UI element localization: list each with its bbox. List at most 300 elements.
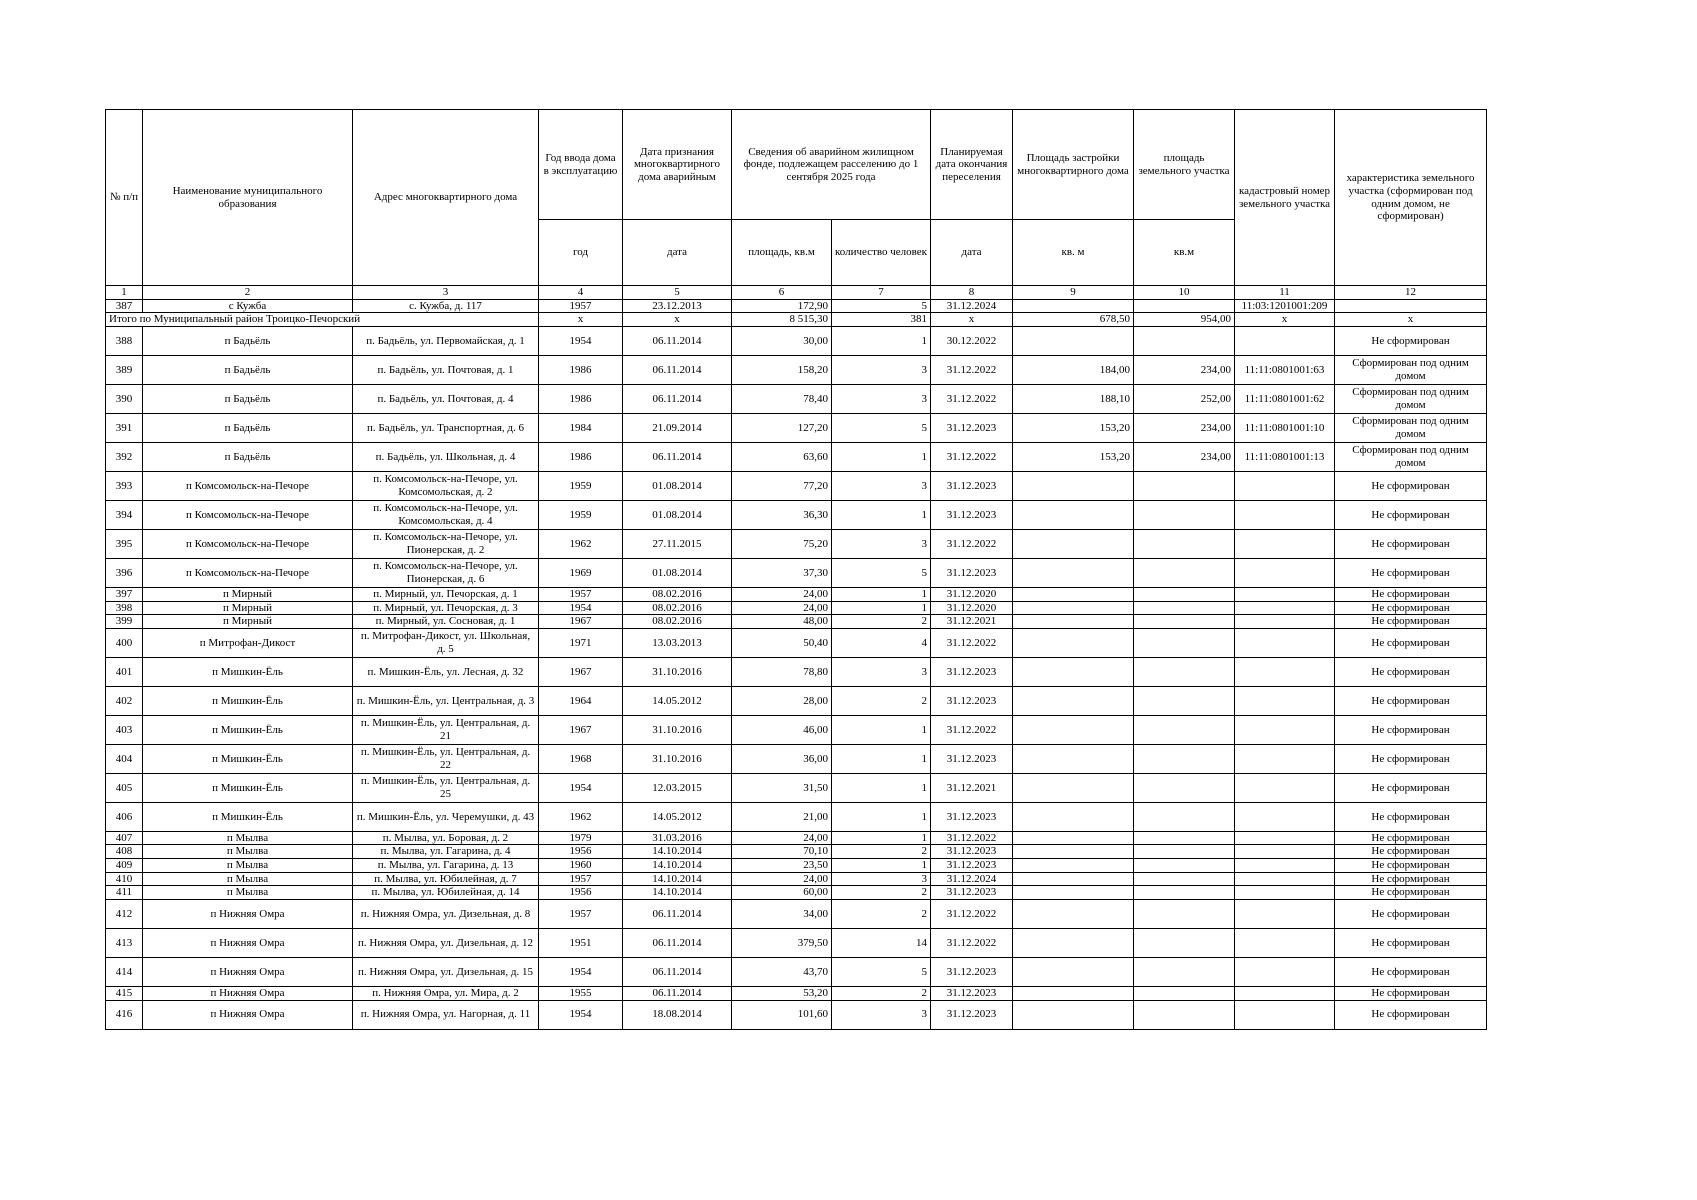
cell-plan-date: 31.12.2023 [931,886,1013,900]
cell-date: 06.11.2014 [623,326,732,355]
cell-address: п. Бадьёль, ул. Транспортная, д. 6 [353,413,539,442]
table-row [106,773,1487,802]
cell-area: 63,60 [732,442,832,471]
cell-cadastral [1235,773,1335,802]
cell-municipality: п Мирный [143,615,353,629]
cell-date: 18.08.2014 [623,1000,732,1029]
cell-land-area [1134,958,1235,987]
cell-cadastral [1235,1000,1335,1029]
cell-year: 1956 [539,845,623,859]
cell-num: 391 [106,413,143,442]
cell-num: 411 [106,886,143,900]
cell-plan-date: 31.12.2023 [931,1000,1013,1029]
header-year-commission: Год ввода дома в эксплуатацию [539,110,623,220]
cell-date: 08.02.2016 [623,587,732,601]
cell-land-char: Не сформирован [1335,744,1487,773]
cell-num: 414 [106,958,143,987]
cell-plan-date: 31.12.2022 [931,384,1013,413]
cell-building-area [1013,773,1134,802]
column-number: 1 [106,286,143,300]
table-row [106,1000,1487,1029]
cell-plan-date: 31.12.2023 [931,859,1013,873]
cell-cadastral [1235,958,1335,987]
cell-land-char: Сформирован под одним домом [1335,442,1487,471]
cell-address: п. Мирный, ул. Сосновая, д. 1 [353,615,539,629]
total-building-area: 678,50 [1013,313,1134,327]
table-row [106,326,1487,355]
cell-building-area [1013,715,1134,744]
cell-land-area [1134,715,1235,744]
cell-plan-date: 31.12.2020 [931,601,1013,615]
cell-area: 53,20 [732,987,832,1001]
cell-municipality: п Мишкин-Ёль [143,715,353,744]
total-row [106,313,1487,327]
cell-area: 37,30 [732,558,832,587]
cell-date: 27.11.2015 [623,529,732,558]
cell-people: 5 [832,958,931,987]
cell-people: 1 [832,773,931,802]
cell-area: 60,00 [732,886,832,900]
cell-land-area [1134,845,1235,859]
cell-year: 1951 [539,929,623,958]
cell-address: п. Мишкин-Ёль, ул. Центральная, д. 21 [353,715,539,744]
cell-plan-date: 31.12.2022 [931,715,1013,744]
cell-cadastral [1235,802,1335,831]
cell-building-area [1013,587,1134,601]
cell-building-area [1013,744,1134,773]
total-people: 381 [832,313,931,327]
subheader-sqm: кв. м [1013,220,1134,286]
cell-num: 393 [106,471,143,500]
cell-people: 5 [832,558,931,587]
cell-area: 127,20 [732,413,832,442]
cell-land-area [1134,500,1235,529]
header-building-area: Площадь застройки многоквартирного дома [1013,110,1134,220]
column-number: 2 [143,286,353,300]
cell-address: п. Мишкин-Ёль, ул. Черемушки, д. 43 [353,802,539,831]
cell-building-area [1013,929,1134,958]
cell-building-area [1013,299,1134,313]
cell-land-area: 252,00 [1134,384,1235,413]
cell-area: 30,00 [732,326,832,355]
total-cadastral: x [1235,313,1335,327]
cell-people: 1 [832,831,931,845]
cell-area: 78,80 [732,657,832,686]
total-land-char: x [1335,313,1487,327]
cell-land-area [1134,587,1235,601]
cell-land-area [1134,529,1235,558]
cell-land-char: Не сформирован [1335,958,1487,987]
cell-date: 06.11.2014 [623,355,732,384]
cell-date: 06.11.2014 [623,442,732,471]
cell-land-area [1134,657,1235,686]
cell-area: 75,20 [732,529,832,558]
cell-municipality: п Мылва [143,872,353,886]
subheader-year: год [539,220,623,286]
cell-num: 390 [106,384,143,413]
cell-area: 158,20 [732,355,832,384]
cell-num: 403 [106,715,143,744]
table-row [106,442,1487,471]
cell-land-area [1134,831,1235,845]
cell-address: п. Комсомольск-на-Печоре, ул. Пионерская, д. 2 [353,529,539,558]
cell-building-area [1013,900,1134,929]
cell-num: 401 [106,657,143,686]
cell-municipality: п Нижняя Омра [143,900,353,929]
cell-year: 1957 [539,587,623,601]
column-number: 5 [623,286,732,300]
cell-address: п. Мирный, ул. Печорская, д. 1 [353,587,539,601]
cell-cadastral [1235,471,1335,500]
cell-people: 3 [832,529,931,558]
cell-address: п. Мылва, ул. Юбилейная, д. 7 [353,872,539,886]
cell-land-char: Не сформирован [1335,886,1487,900]
cell-address: п. Бадьёль, ул. Первомайская, д. 1 [353,326,539,355]
column-number: 7 [832,286,931,300]
cell-cadastral [1235,326,1335,355]
cell-municipality: п Нижняя Омра [143,929,353,958]
cell-land-char: Не сформирован [1335,872,1487,886]
cell-plan-date: 31.12.2022 [931,929,1013,958]
cell-date: 06.11.2014 [623,987,732,1001]
cell-land-char: Не сформирован [1335,558,1487,587]
cell-address: п. Мирный, ул. Печорская, д. 3 [353,601,539,615]
cell-address: п. Митрофан-Дикост, ул. Школьная, д. 5 [353,628,539,657]
cell-num: 407 [106,831,143,845]
cell-land-char: Не сформирован [1335,529,1487,558]
cell-num: 398 [106,601,143,615]
cell-year: 1954 [539,601,623,615]
cell-cadastral [1235,529,1335,558]
cell-num: 396 [106,558,143,587]
header-land-area: площадь земельного участка [1134,110,1235,220]
cell-num: 409 [106,859,143,873]
cell-address: п. Комсомольск-на-Печоре, ул. Комсомольская, д. 2 [353,471,539,500]
cell-address: с. Кужба, д. 117 [353,299,539,313]
cell-date: 14.05.2012 [623,802,732,831]
cell-cadastral [1235,859,1335,873]
table-row [106,355,1487,384]
header-land-char: характеристика земельного участка (сформирован под одним домом, не сформирован) [1335,110,1487,286]
table-row [106,299,1487,313]
cell-area: 24,00 [732,587,832,601]
cell-area: 36,30 [732,500,832,529]
cell-land-char: Сформирован под одним домом [1335,413,1487,442]
cell-people: 3 [832,872,931,886]
cell-year: 1962 [539,802,623,831]
cell-plan-date: 31.12.2023 [931,802,1013,831]
cell-people: 2 [832,987,931,1001]
cell-land-area [1134,471,1235,500]
cell-municipality: п Комсомольск-на-Печоре [143,500,353,529]
cell-year: 1959 [539,471,623,500]
cell-year: 1957 [539,299,623,313]
cell-address: п. Бадьёль, ул. Почтовая, д. 1 [353,355,539,384]
cell-date: 01.08.2014 [623,558,732,587]
cell-cadastral [1235,831,1335,845]
table-row [106,384,1487,413]
cell-plan-date: 31.12.2023 [931,987,1013,1001]
cell-plan-date: 31.12.2021 [931,773,1013,802]
cell-cadastral: 11:03:1201001:209 [1235,299,1335,313]
cell-year: 1954 [539,773,623,802]
cell-building-area [1013,802,1134,831]
cell-address: п. Нижняя Омра, ул. Мира, д. 2 [353,987,539,1001]
cell-area: 101,60 [732,1000,832,1029]
table-row [106,744,1487,773]
cell-municipality: п Мылва [143,831,353,845]
cell-cadastral [1235,744,1335,773]
cell-num: 413 [106,929,143,958]
cell-address: п. Нижняя Омра, ул. Дизельная, д. 15 [353,958,539,987]
cell-plan-date: 31.12.2023 [931,744,1013,773]
cell-cadastral: 11:11:0801001:63 [1235,355,1335,384]
table-row [106,558,1487,587]
cell-date: 21.09.2014 [623,413,732,442]
cell-date: 01.08.2014 [623,471,732,500]
cell-year: 1968 [539,744,623,773]
subheader-date: дата [623,220,732,286]
cell-building-area [1013,686,1134,715]
total-area: 8 515,30 [732,313,832,327]
cell-land-area [1134,987,1235,1001]
cell-land-char: Не сформирован [1335,326,1487,355]
cell-land-area [1134,326,1235,355]
table-row [106,886,1487,900]
cell-date: 14.10.2014 [623,886,732,900]
cell-land-area: 234,00 [1134,442,1235,471]
cell-people: 1 [832,744,931,773]
subheader-sqm-land: кв.м [1134,220,1235,286]
cell-area: 21,00 [732,802,832,831]
column-number: 9 [1013,286,1134,300]
cell-cadastral [1235,845,1335,859]
cell-plan-date: 31.12.2022 [931,529,1013,558]
cell-people: 1 [832,715,931,744]
table-row [106,900,1487,929]
cell-year: 1957 [539,872,623,886]
total-year: x [539,313,623,327]
cell-people: 2 [832,900,931,929]
table-row [106,628,1487,657]
table-row [106,987,1487,1001]
cell-municipality: п Бадьёль [143,442,353,471]
cell-num: 404 [106,744,143,773]
cell-date: 01.08.2014 [623,500,732,529]
cell-municipality: п Мишкин-Ёль [143,744,353,773]
cell-land-char: Не сформирован [1335,615,1487,629]
cell-land-char: Не сформирован [1335,628,1487,657]
cell-municipality: п Бадьёль [143,326,353,355]
cell-people: 1 [832,326,931,355]
subheader-people: количество человек [832,220,931,286]
cell-land-char: Не сформирован [1335,587,1487,601]
cell-address: п. Мылва, ул. Гагарина, д. 13 [353,859,539,873]
cell-cadastral [1235,929,1335,958]
cell-people: 5 [832,299,931,313]
cell-cadastral: 11:11:0801001:13 [1235,442,1335,471]
cell-area: 70,10 [732,845,832,859]
table-row [106,413,1487,442]
cell-people: 1 [832,442,931,471]
cell-people: 2 [832,886,931,900]
cell-building-area [1013,987,1134,1001]
cell-land-area [1134,299,1235,313]
cell-people: 3 [832,657,931,686]
cell-num: 387 [106,299,143,313]
cell-land-char: Не сформирован [1335,929,1487,958]
cell-date: 06.11.2014 [623,958,732,987]
subheader-plan-date: дата [931,220,1013,286]
cell-building-area: 188,10 [1013,384,1134,413]
table-row [106,715,1487,744]
cell-address: п. Мылва, ул. Боровая, д. 2 [353,831,539,845]
housing-table [105,109,1487,1030]
cell-cadastral [1235,587,1335,601]
cell-area: 31,50 [732,773,832,802]
cell-land-area [1134,802,1235,831]
cell-area: 379,50 [732,929,832,958]
cell-cadastral [1235,987,1335,1001]
table-row [106,831,1487,845]
cell-land-area [1134,615,1235,629]
cell-plan-date: 31.12.2023 [931,413,1013,442]
cell-municipality: п Нижняя Омра [143,1000,353,1029]
cell-municipality: п Бадьёль [143,355,353,384]
cell-land-char: Не сформирован [1335,987,1487,1001]
cell-building-area [1013,558,1134,587]
table-row [106,529,1487,558]
cell-address: п. Мишкин-Ёль, ул. Центральная, д. 22 [353,744,539,773]
cell-year: 1954 [539,958,623,987]
cell-cadastral [1235,615,1335,629]
cell-municipality: п Митрофан-Дикост [143,628,353,657]
cell-area: 48,00 [732,615,832,629]
table-row [106,802,1487,831]
cell-address: п. Комсомольск-на-Печоре, ул. Пионерская, д. 6 [353,558,539,587]
cell-land-char: Не сформирован [1335,686,1487,715]
cell-municipality: п Нижняя Омра [143,987,353,1001]
cell-year: 1969 [539,558,623,587]
cell-people: 1 [832,587,931,601]
cell-date: 08.02.2016 [623,615,732,629]
cell-land-area: 234,00 [1134,413,1235,442]
cell-land-area [1134,744,1235,773]
cell-municipality: с Кужба [143,299,353,313]
cell-municipality: п Бадьёль [143,384,353,413]
cell-cadastral [1235,500,1335,529]
cell-plan-date: 30.12.2022 [931,326,1013,355]
cell-year: 1954 [539,326,623,355]
cell-land-char: Не сформирован [1335,845,1487,859]
cell-num: 402 [106,686,143,715]
cell-land-char: Не сформирован [1335,773,1487,802]
table-row [106,859,1487,873]
cell-people: 2 [832,845,931,859]
cell-cadastral [1235,715,1335,744]
cell-date: 06.11.2014 [623,929,732,958]
cell-cadastral [1235,628,1335,657]
cell-date: 31.03.2016 [623,831,732,845]
cell-land-char: Сформирован под одним домом [1335,384,1487,413]
column-number: 8 [931,286,1013,300]
cell-plan-date: 31.12.2020 [931,587,1013,601]
cell-address: п. Бадьёль, ул. Почтовая, д. 4 [353,384,539,413]
table-row [106,958,1487,987]
cell-cadastral [1235,601,1335,615]
cell-municipality: п Мылва [143,859,353,873]
cell-land-area [1134,601,1235,615]
cell-building-area [1013,326,1134,355]
cell-area: 77,20 [732,471,832,500]
table-row [106,929,1487,958]
cell-land-area [1134,558,1235,587]
cell-num: 405 [106,773,143,802]
total-plan: x [931,313,1013,327]
table-row [106,471,1487,500]
total-label: Итого по Муниципальный район Троицко-Печорский [106,313,539,327]
column-number: 3 [353,286,539,300]
cell-address: п. Нижняя Омра, ул. Нагорная, д. 11 [353,1000,539,1029]
cell-people: 1 [832,859,931,873]
cell-plan-date: 31.12.2023 [931,471,1013,500]
cell-cadastral: 11:11:0801001:62 [1235,384,1335,413]
cell-land-area [1134,929,1235,958]
cell-municipality: п Бадьёль [143,413,353,442]
table-row [106,872,1487,886]
cell-num: 415 [106,987,143,1001]
cell-people: 2 [832,686,931,715]
cell-area: 34,00 [732,900,832,929]
column-number: 4 [539,286,623,300]
cell-land-char: Не сформирован [1335,1000,1487,1029]
cell-people: 3 [832,471,931,500]
table-row [106,845,1487,859]
cell-municipality: п Мишкин-Ёль [143,657,353,686]
cell-num: 400 [106,628,143,657]
cell-building-area [1013,1000,1134,1029]
cell-num: 399 [106,615,143,629]
header-fund-info: Сведения об аварийном жилищном фонде, подлежащем расселению до 1 сентября 2025 года [732,110,931,220]
cell-date: 14.10.2014 [623,845,732,859]
cell-year: 1986 [539,442,623,471]
cell-year: 1959 [539,500,623,529]
header-cadastral: кадастровый номер земельного участка [1235,110,1335,286]
cell-municipality: п Комсомольск-на-Печоре [143,471,353,500]
cell-cadastral [1235,872,1335,886]
cell-plan-date: 31.12.2023 [931,500,1013,529]
column-number: 10 [1134,286,1235,300]
cell-plan-date: 31.12.2023 [931,845,1013,859]
cell-plan-date: 31.12.2023 [931,657,1013,686]
cell-land-char: Не сформирован [1335,657,1487,686]
cell-people: 5 [832,413,931,442]
cell-land-char: Не сформирован [1335,900,1487,929]
cell-cadastral [1235,886,1335,900]
cell-building-area [1013,886,1134,900]
cell-building-area [1013,872,1134,886]
cell-date: 31.10.2016 [623,744,732,773]
cell-building-area [1013,859,1134,873]
cell-year: 1960 [539,859,623,873]
cell-address: п. Мишкин-Ёль, ул. Лесная, д. 32 [353,657,539,686]
cell-land-char: Не сформирован [1335,715,1487,744]
cell-municipality: п Мылва [143,845,353,859]
cell-building-area [1013,657,1134,686]
cell-land-char: Не сформирован [1335,471,1487,500]
table-row [106,615,1487,629]
cell-year: 1971 [539,628,623,657]
